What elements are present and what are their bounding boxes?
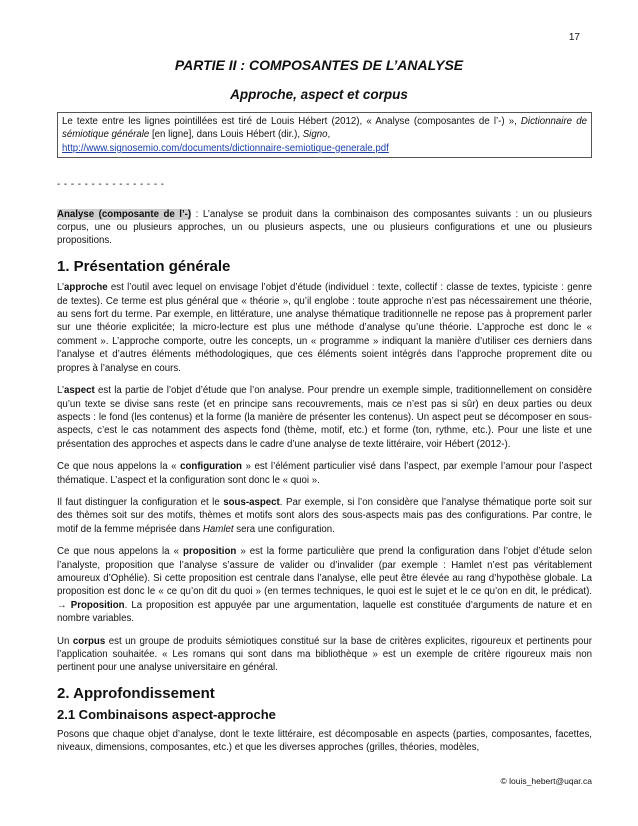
term-corpus: corpus bbox=[72, 635, 106, 647]
page-number: 17 bbox=[568, 32, 580, 43]
section-2-heading: 2. Approfondissement bbox=[57, 684, 215, 702]
term-proposition-ref: Proposition bbox=[70, 599, 125, 611]
paragraph-sous-aspect: Il faut distinguer la configuration et le sous-aspect. Par exemple, si l’on considère que l’analyse thématique porte soit sur des thèmes soit sur des motifs, thèmes et motifs sont alors des sous-aspects mais pas des configurations. Par contre, le motif de la femme méprisée dans Hamlet sera une configuration. bbox=[57, 496, 592, 535]
term-proposition: proposition bbox=[183, 546, 237, 558]
main-content bbox=[57, 112, 592, 754]
paragraph-aspect: L’aspect est la partie de l’objet d’étude que l’on analyse. Pour prendre un exemple simple, traditionnellement on considère qu’un texte se divise sans reste (et en principe sans recouvrements, mais ce n’est pas si sûr) en deux parties ou deux aspects : le fond (les contenus) et la forme (la manière de présenter les contenus). Un aspect peut se décomposer en sous-aspects, c’est le cas notamment des aspects fond (thème, motif, etc.) et forme (ton, rythme, etc.). Pour une liste et une présentation des approches et aspects dans le cadre d’une analyse de texte littéraire, voir Hébert (2012-). bbox=[57, 385, 592, 450]
source-citation-text: Le texte entre les lignes pointillées est tiré de Louis Hébert (2012), « Analyse (composantes de l’-) », Dictionnaire de sémiotique générale [en ligne], dans Louis Hébert (dir.), Signo, bbox=[62, 116, 587, 141]
definition-paragraph: Analyse (composante de l’-) : L’analyse se produit dans la combinaison des composantes suivants : un ou plusieurs corpus, une ou plusieurs approches, un ou plusieurs aspects, une ou plusieurs configurations et une ou plusieurs propositions. bbox=[57, 208, 592, 247]
signo-title: Signo bbox=[302, 129, 328, 141]
paragraph-combinaisons: Posons que chaque objet d’analyse, dont le texte littéraire, est décomposable en aspects (parties, composantes, facettes, niveaux, dimensions, composantes, etc.) et que les diverses approches (grilles, théories, modèles, bbox=[57, 728, 592, 754]
term-approche: approche bbox=[64, 282, 108, 294]
footer-copyright: © louis_hebert@uqar.ca bbox=[500, 776, 592, 786]
source-url-link[interactable]: http://www.signosemio.com/documents/dictionnaire-semiotique-generale.pdf bbox=[62, 142, 389, 154]
paragraph-corpus: Un corpus est un groupe de produits sémiotiques constitué sur la base de critères explicites, rigoureux et pertinents pour l’application souhaitée. « Les romans qui sont dans ma bibliothèque » est un exemple de critère rigoureux mais non pertinent pour une analyse universitaire en général. bbox=[57, 635, 593, 674]
paragraph-approche: L’approche est l’outil avec lequel on envisage l’objet d’étude (individuel : texte, collectif : classe de textes, typiciste : genre de textes). Ce terme est plus général que « théorie », qu’il englobe : toute approche n’est pas nécessairement une théorie, au sens fort du terme. Par exemple, en littérature, une analyse thématique traditionnelle ne repose pas à proprement parler sur une théorie explicitée; la micro-lecture est plus une méthode d’analyse qu’une théorie. L’approche est donc le « comment ». L’approche comporte, outre les concepts, un « programme » indiquant la manière d’utiliser ces derniers dans l’analyse et d’autres éléments méthodologiques, que ces éléments soient intégrés dans l’approche proprement dite ou propres à l’analyse en cours. bbox=[57, 282, 592, 374]
section-subtitle: Approche, aspect et corpus bbox=[230, 87, 408, 102]
dotted-separator: - - - - - - - - - - - - - - - - bbox=[57, 179, 165, 191]
hamlet-title: Hamlet bbox=[202, 523, 234, 535]
term-aspect: aspect bbox=[64, 385, 95, 397]
paragraph-configuration: Ce que nous appelons la « configuration » est l’élément particulier visé dans l’aspect, par exemple l’amour pour l’aspect thématique. L’aspect et la configuration sont donc le « quoi ». bbox=[57, 461, 593, 486]
part-title: PARTIE II : COMPOSANTES DE L’ANALYSE bbox=[174, 57, 464, 73]
source-citation-box bbox=[57, 112, 592, 158]
section-2-1-heading: 2.1 Combinaisons aspect-approche bbox=[57, 707, 276, 723]
paragraph-proposition: Ce que nous appelons la « proposition » est la forme particulière que prend la configuration dans l’objet d’étude selon l’analyste, proposition que l’analyse s’assure de valider ou d’invalider (par exemple : Hamlet n’est pas véritablement amoureux d’Ophélie). Si cette proposition est centrale dans l’analyse, elle peut être élevée au rang d’hypothèse globale. La proposition est donc le « ce qu’on dit du quoi » (en termes techniques, le quoi est le sujet et le ce qu’on en dit, le prédicat). → Proposition. La proposition est appuyée par une argumentation, laquelle est constituée d’arguments de nature et en nombre variables. bbox=[57, 546, 592, 625]
term-configuration: configuration bbox=[180, 461, 242, 473]
term-sous-aspect: sous-aspect bbox=[223, 496, 280, 508]
section-1-heading: 1. Présentation générale bbox=[57, 257, 231, 275]
dictionary-title: Dictionnaire de sémiotique générale bbox=[62, 116, 587, 141]
definition-term: Analyse (composante de l’-) bbox=[57, 208, 192, 220]
